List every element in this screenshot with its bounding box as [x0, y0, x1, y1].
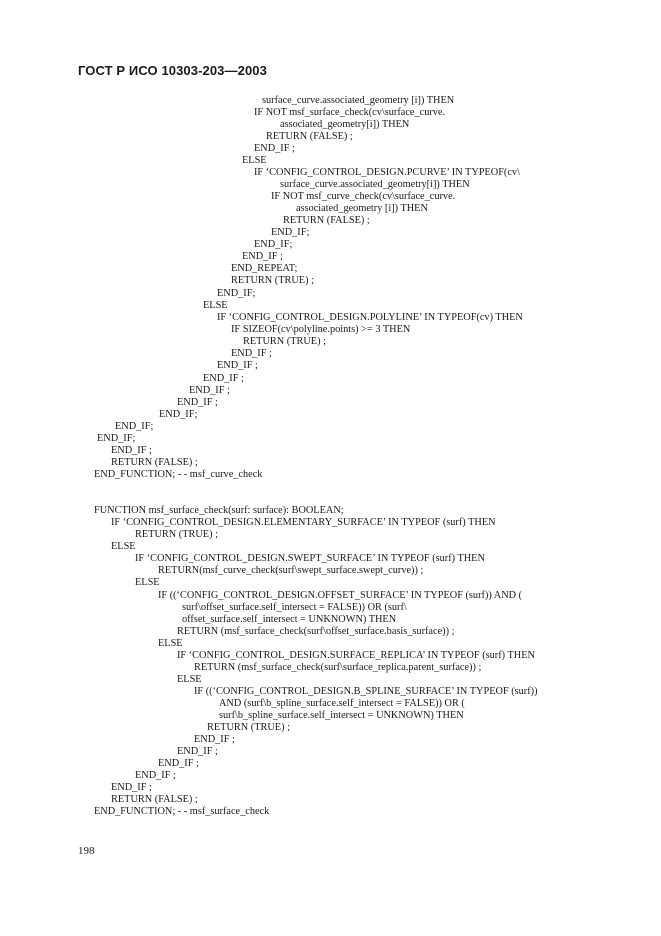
code-line: END_IF ;	[203, 373, 244, 384]
code-line: END_FUNCTION; - - msf_surface_check	[94, 806, 270, 817]
code-line: END_FUNCTION; - - msf_curve_check	[94, 469, 263, 480]
code-line: ELSE	[203, 300, 228, 311]
code-line: IF ((‘CONFIG_CONTROL_DESIGN.B_SPLINE_SURFACE’ IN TYPEOF (surf))	[194, 686, 538, 697]
code-line: surface_curve.associated_geometry[i]) THEN	[280, 179, 470, 190]
code-line: IF ‘CONFIG_CONTROL_DESIGN.SURFACE_REPLICA’ IN TYPEOF (surf) THEN	[177, 650, 535, 661]
code-line: RETURN (TRUE) ;	[207, 722, 290, 733]
code-line: END_REPEAT;	[231, 263, 298, 274]
document-header: ГОСТ Р ИСО 10303-203—2003	[78, 63, 267, 78]
code-line: IF ‘CONFIG_CONTROL_DESIGN.SWEPT_SURFACE’ IN TYPEOF (surf) THEN	[135, 553, 485, 564]
code-line: END_IF;	[159, 409, 198, 420]
code-line: END_IF ;	[177, 746, 218, 757]
code-line: IF SIZEOF(cv\polyline.points) >= 3 THEN	[231, 324, 411, 335]
code-line: END_IF ;	[135, 770, 176, 781]
code-line: END_IF ;	[189, 385, 230, 396]
page-number: 198	[78, 845, 95, 857]
code-line: RETURN (TRUE) ;	[135, 529, 218, 540]
code-line: END_IF;	[97, 433, 136, 444]
code-line: ELSE	[158, 638, 183, 649]
code-line: RETURN (msf_surface_check(surf\surface_replica.parent_surface)) ;	[194, 662, 482, 673]
code-line: END_IF ;	[217, 360, 258, 371]
code-line: RETURN (TRUE) ;	[231, 275, 314, 286]
code-line: END_IF ;	[111, 782, 152, 793]
code-line: ELSE	[242, 155, 267, 166]
code-line: associated_geometry [i]) THEN	[296, 203, 428, 214]
code-line: IF ((‘CONFIG_CONTROL_DESIGN.OFFSET_SURFACE’ IN TYPEOF (surf)) AND (	[158, 590, 523, 601]
code-line: IF ‘CONFIG_CONTROL_DESIGN.PCURVE’ IN TYPEOF(cv\	[254, 167, 520, 178]
code-line: RETURN (FALSE) ;	[266, 131, 353, 142]
code-line: END_IF ;	[158, 758, 199, 769]
code-line: END_IF ;	[254, 143, 295, 154]
code-line: associated_geometry[i]) THEN	[280, 119, 410, 130]
code-line: END_IF ;	[231, 348, 272, 359]
code-line: RETURN (TRUE) ;	[243, 336, 326, 347]
code-line: ELSE	[111, 541, 136, 552]
code-line: RETURN (msf_surface_check(surf\offset_surface.basis_surface)) ;	[177, 626, 455, 637]
code-line: END_IF ;	[111, 445, 152, 456]
code-line: ELSE	[177, 674, 202, 685]
code-line: END_IF;	[271, 227, 310, 238]
code-line: surface_curve.associated_geometry [i]) THEN	[262, 95, 455, 106]
code-line: surf\b_spline_surface.self_intersect = UNKNOWN) THEN	[219, 710, 464, 721]
code-line: END_IF ;	[242, 251, 283, 262]
code-line: surf\offset_surface.self_intersect = FALSE)) OR (surf\	[182, 602, 407, 613]
code-line: END_IF ;	[194, 734, 235, 745]
code-line: IF ‘CONFIG_CONTROL_DESIGN.ELEMENTARY_SURFACE’ IN TYPEOF (surf) THEN	[111, 517, 496, 528]
code-line: END_IF;	[254, 239, 293, 250]
code-line: ELSE	[135, 577, 160, 588]
code-line: FUNCTION msf_surface_check(surf: surface): BOOLEAN;	[94, 505, 344, 516]
code-line: END_IF ;	[177, 397, 218, 408]
code-line: AND (surf\b_spline_surface.self_intersect = FALSE)) OR (	[219, 698, 465, 709]
code-line: IF NOT msf_surface_check(cv\surface_curve.	[254, 107, 446, 118]
code-line: RETURN (FALSE) ;	[283, 215, 370, 226]
code-line: RETURN (FALSE) ;	[111, 794, 198, 805]
code-line: END_IF;	[115, 421, 154, 432]
code-line: RETURN (FALSE) ;	[111, 457, 198, 468]
code-line: END_IF;	[217, 288, 256, 299]
code-line: IF NOT msf_curve_check(cv\surface_curve.	[271, 191, 456, 202]
code-line: offset_surface.self_intersect = UNKNOWN) THEN	[182, 614, 397, 625]
code-line: IF ‘CONFIG_CONTROL_DESIGN.POLYLINE’ IN TYPEOF(cv) THEN	[217, 312, 523, 323]
code-line: RETURN(msf_curve_check(surf\swept_surface.swept_curve)) ;	[158, 565, 424, 576]
